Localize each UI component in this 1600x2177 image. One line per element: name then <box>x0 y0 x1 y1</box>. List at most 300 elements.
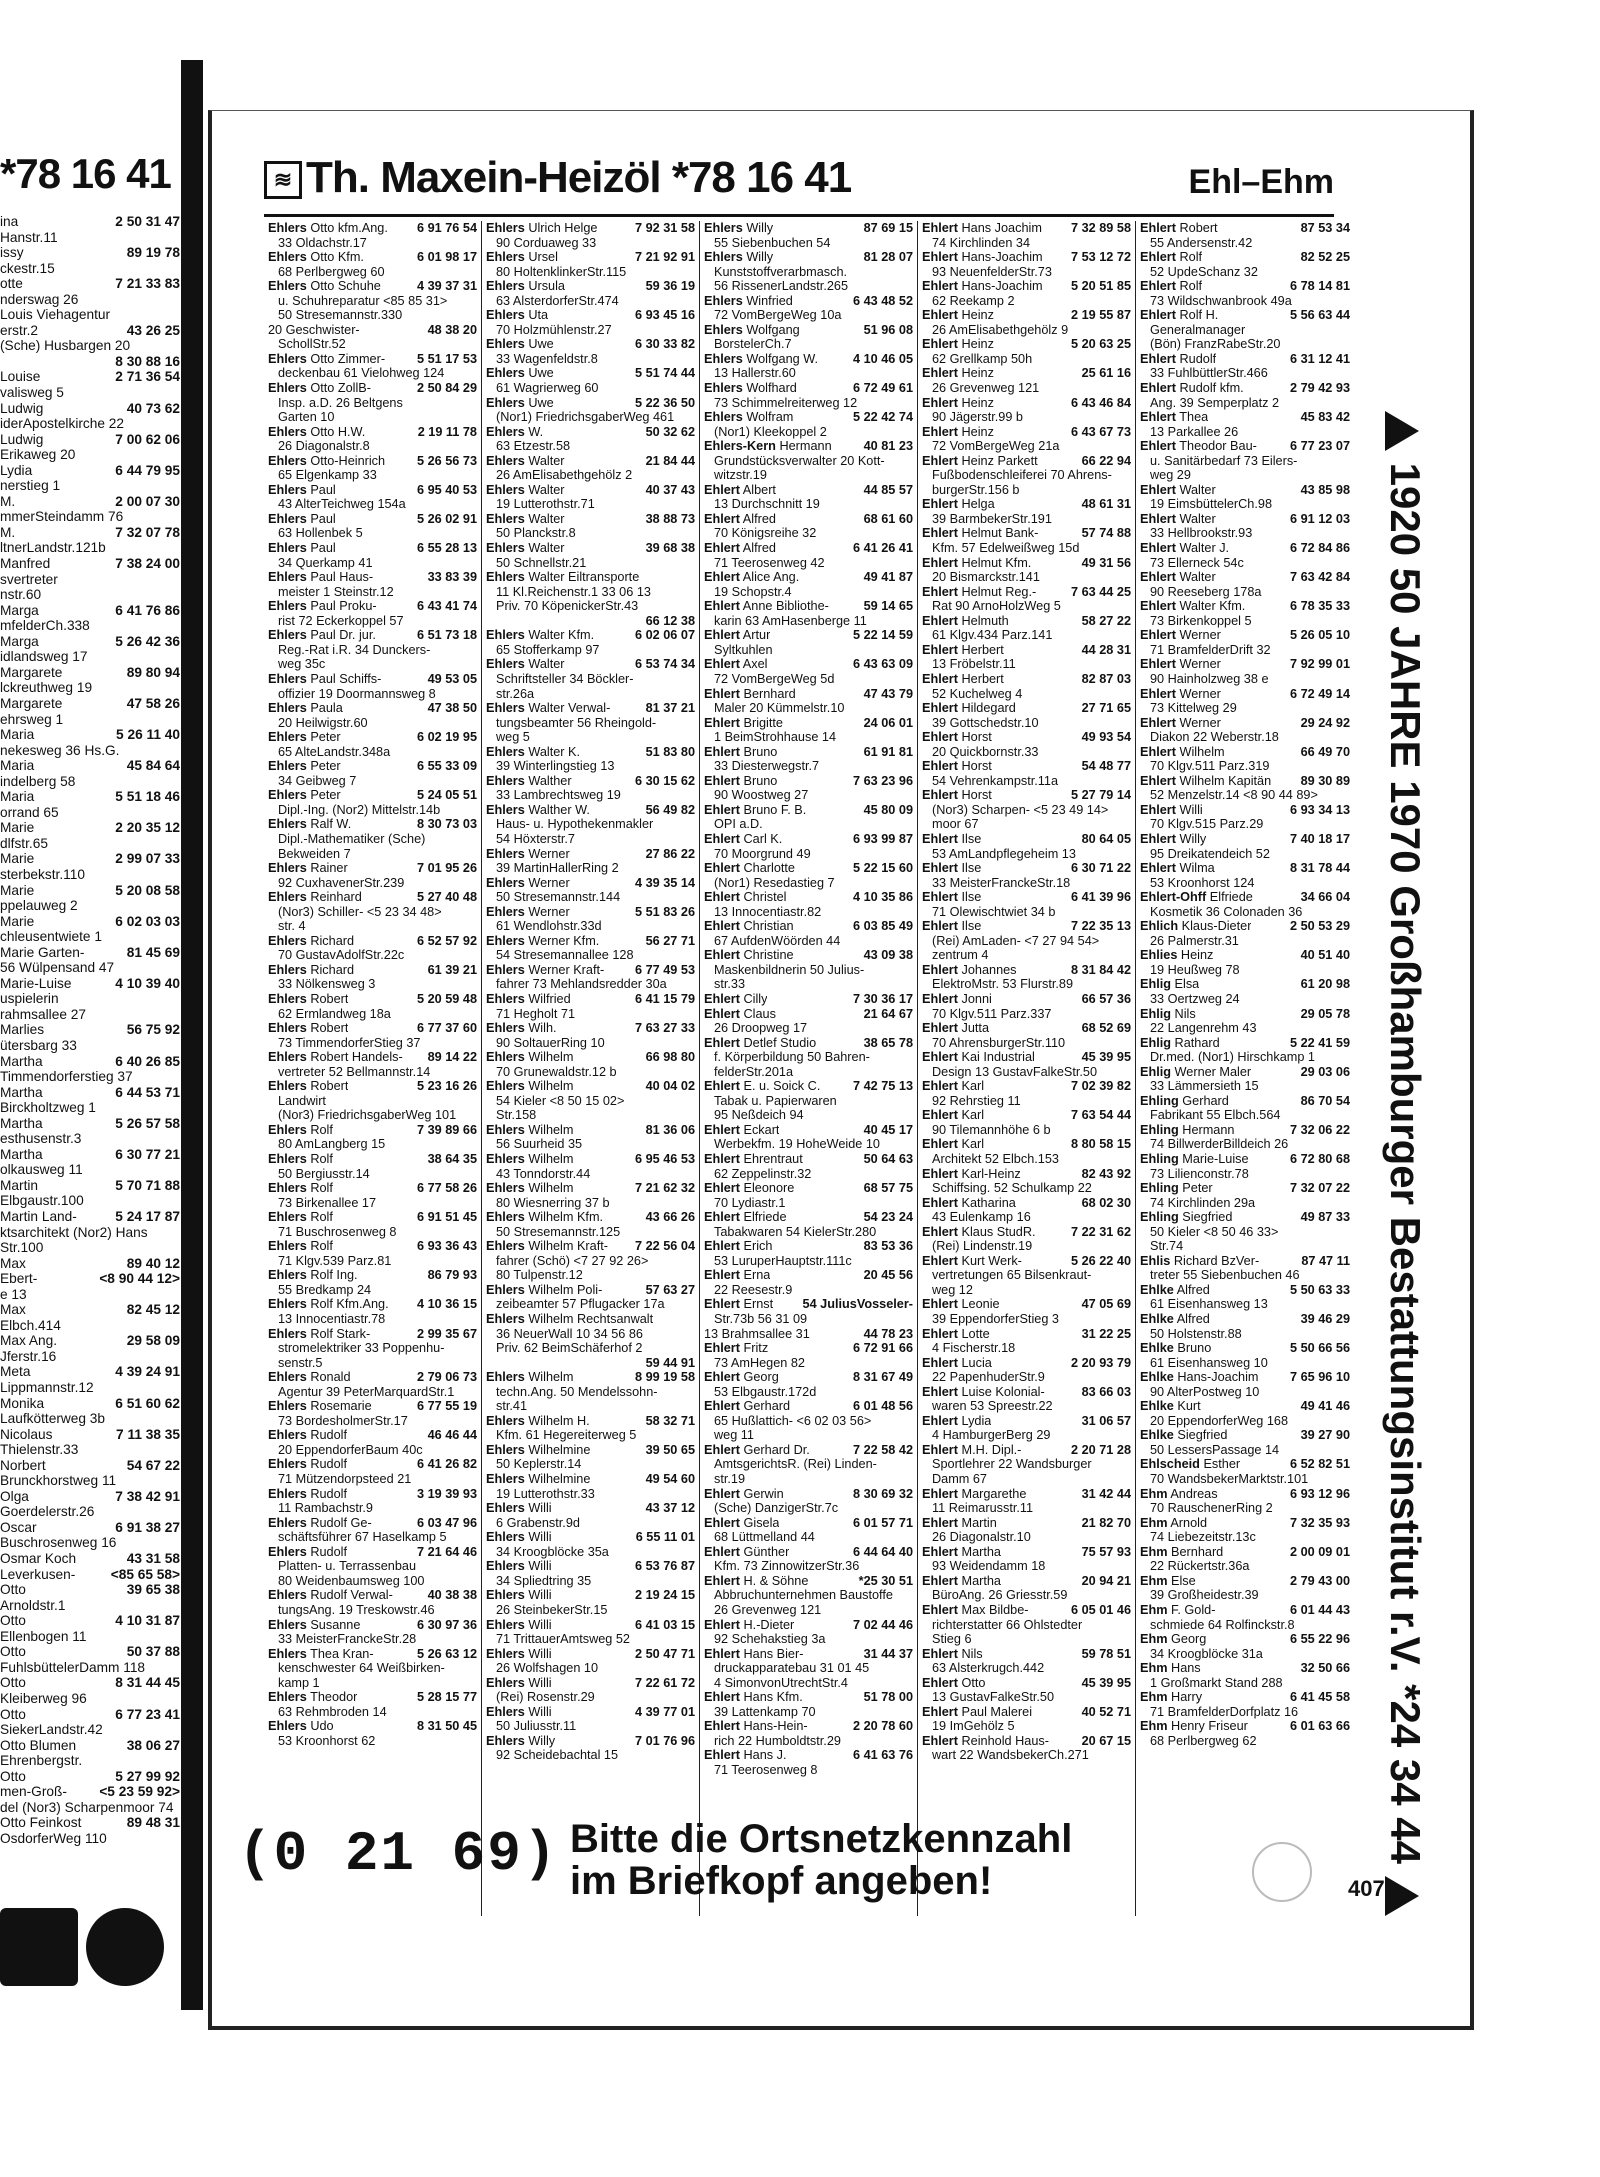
entry-name-detail: Rolf <box>310 1239 333 1254</box>
directory-entry <box>922 250 1131 279</box>
entry-name-detail: Alice Ang. <box>742 570 800 585</box>
entry-phone: 38 64 35 <box>427 1152 477 1166</box>
entry-name-detail: Rudolf kfm. <box>1179 381 1244 396</box>
directory-entry <box>268 672 477 701</box>
entry-name-detail: Eleonore <box>743 1181 795 1196</box>
entry-surname: Ehlers <box>268 1021 307 1036</box>
previous-page-row-name: Norbert <box>0 1457 46 1473</box>
entry-surname: Ehlers <box>486 628 525 643</box>
entry-address: 50 Holstenstr.88 <box>1150 1326 1242 1341</box>
entry-address: Bekweiden 7 <box>278 846 351 861</box>
entry-surname: Ehlert <box>922 395 958 410</box>
entry-surname: Ehlert <box>1140 279 1176 294</box>
previous-page-row <box>0 401 180 417</box>
entry-surname: Ehlers <box>486 250 525 265</box>
entry-address: 33 FuhlbüttlerStr.466 <box>1150 366 1268 381</box>
book-binding <box>181 60 203 2010</box>
entry-address: 39 BarmbekerStr.191 <box>932 511 1052 526</box>
entry-phone: 20 45 56 <box>863 1268 913 1283</box>
directory-entry <box>704 1719 913 1748</box>
entry-name-detail: Wolfgang <box>746 322 800 337</box>
entry-surname: Ehlers <box>486 482 525 497</box>
entry-address: 92 Rehrstieg 11 <box>932 1093 1021 1108</box>
directory-entry <box>1140 410 1350 439</box>
entry-address: 33 Nölkensweg 3 <box>278 977 376 992</box>
entry-address: 70 AhrensburgerStr.110 <box>932 1035 1066 1050</box>
directory-entry <box>704 352 913 381</box>
entry-name-detail: Robert <box>310 991 349 1006</box>
entry-name-detail: Willi <box>528 1501 552 1516</box>
directory-entry <box>268 1327 477 1371</box>
entry-address: 65 Elgenkamp 33 <box>278 468 377 483</box>
directory-entry <box>922 221 1131 250</box>
entry-phone: 6 30 33 82 <box>635 337 695 352</box>
entry-address: 80 Weidenbaumsweg 100 <box>278 1573 425 1588</box>
entry-address: Haus- u. Hypothekenmakler <box>496 817 654 832</box>
previous-page-row-name: Max Ang. <box>0 1333 58 1349</box>
entry-name-detail: Nils <box>1174 1006 1196 1021</box>
previous-page-row <box>0 1333 180 1349</box>
entry-name-detail: Siegfried <box>1182 1210 1233 1225</box>
previous-page-row-phone: 7 38 42 91 <box>115 1488 180 1504</box>
entry-phone: 40 52 71 <box>1081 1704 1131 1719</box>
previous-page-row <box>0 385 180 401</box>
previous-page-row <box>0 1007 180 1023</box>
directory-entry <box>922 454 1131 498</box>
entry-name-detail: Herbert <box>961 642 1004 657</box>
entry-surname: Ehlert <box>704 831 740 846</box>
entry-phone: 31 42 44 <box>1081 1486 1131 1501</box>
entry-name-detail: Hermann <box>1182 1122 1235 1137</box>
directory-entry <box>268 352 477 381</box>
entry-name-detail: Hermann <box>779 439 832 454</box>
previous-page-row <box>0 1271 180 1287</box>
previous-page-row-name: iderApostelkirche 22 <box>0 416 125 432</box>
directory-entry <box>1140 1690 1350 1719</box>
entry-name-detail: Willi <box>528 1588 552 1603</box>
entry-phone: 4 10 46 05 <box>853 351 913 366</box>
entry-phone: 68 57 75 <box>863 1181 913 1196</box>
entry-phone: 33 83 39 <box>427 570 477 585</box>
directory-entry <box>704 599 913 628</box>
entry-phone: 45 83 42 <box>1300 410 1350 425</box>
previous-page-row-name: M. <box>0 493 16 509</box>
entry-address: 50 Stresemannstr.144 <box>496 890 621 905</box>
entry-address: tungsbeamter 56 Rheingold- <box>496 715 657 730</box>
directory-entry <box>1140 1007 1350 1036</box>
directory-entry <box>1140 1661 1350 1690</box>
previous-page-row-name: Maria <box>0 727 35 743</box>
entry-surname: Ehlers <box>486 1501 525 1516</box>
previous-page-row-name: Elbch.414 <box>0 1317 61 1333</box>
entry-address: 33 Lambrechtsweg 19 <box>496 788 621 803</box>
entry-name-detail: Artur <box>742 628 771 643</box>
entry-address: Tabakwaren 54 KielerStr.280 <box>714 1224 877 1239</box>
directory-entry <box>922 337 1131 366</box>
directory-entry <box>922 992 1131 1021</box>
directory-entry <box>922 1050 1131 1079</box>
entry-address: 70 Lydiastr.1 <box>714 1195 786 1210</box>
previous-page-row <box>0 587 180 603</box>
entry-address: 50 Stresemannstr.330 <box>278 308 403 323</box>
entry-surname: Ehlert <box>922 1021 958 1036</box>
directory-entry <box>704 1239 913 1268</box>
entry-address: treter 55 Siebenbuchen 46 <box>1150 1268 1300 1283</box>
entry-name-detail: Paul Proku- <box>310 599 377 614</box>
page-advert-title: Th. Maxein-Heizöl *78 16 41 <box>306 153 852 202</box>
directory-entry <box>922 890 1131 919</box>
entry-name-detail: Wolfgang W. <box>746 351 819 366</box>
entry-phone: 7 63 42 84 <box>1290 570 1350 585</box>
entry-address: senstr.5 <box>278 1355 323 1370</box>
entry-address: 33 Lämmersieth 15 <box>1150 1079 1259 1094</box>
entry-phone: 40 38 38 <box>427 1588 477 1603</box>
entry-surname: Ehlert <box>704 1122 740 1137</box>
entry-surname: Ehlers <box>268 701 307 716</box>
directory-entry <box>704 250 913 294</box>
entry-address: AmtsgerichtsR. (Rei) Linden- <box>714 1457 877 1472</box>
entry-address: 33 MeisterFranckeStr.28 <box>278 1632 417 1647</box>
entry-address: 62 Grellkamp 50h <box>932 351 1033 366</box>
entry-surname: Ehlert <box>922 1297 958 1312</box>
entry-address: 52 Kuchelweg 4 <box>932 686 1023 701</box>
previous-page-row-name: Marie-Luise <box>0 975 72 991</box>
entry-phone: 57 74 88 <box>1081 526 1131 541</box>
previous-page-row <box>0 712 180 728</box>
previous-page-row-name: valisweg 5 <box>0 385 64 401</box>
previous-page-row-phone: 38 06 27 <box>126 1737 180 1753</box>
entry-phone: 2 79 43 00 <box>1290 1573 1350 1588</box>
entry-address: Fabrikant 55 Elbch.564 <box>1150 1108 1281 1123</box>
directory-entry <box>704 294 913 323</box>
entry-phone: 7 01 76 96 <box>635 1733 695 1748</box>
entry-phone: 39 46 29 <box>1300 1312 1350 1327</box>
directory-entry <box>1140 774 1350 803</box>
directory-entry <box>268 1457 477 1486</box>
previous-page-row-name: (Sche) Husbargen 20 <box>0 338 131 354</box>
directory-entry <box>486 628 695 657</box>
directory-entry <box>704 861 913 890</box>
entry-phone: 47 05 69 <box>1081 1297 1131 1312</box>
directory-entry <box>486 963 695 992</box>
entry-phone: 7 63 54 44 <box>1071 1108 1131 1123</box>
previous-page-row <box>0 323 180 339</box>
entry-phone: 7 22 31 62 <box>1071 1224 1131 1239</box>
entry-address: Schriftsteller 34 Böckler- <box>496 671 634 686</box>
entry-surname: Ehlich <box>1140 919 1179 934</box>
previous-page-row <box>0 1800 180 1816</box>
entry-name-detail: Kurt <box>1177 1399 1201 1414</box>
entry-phone: 2 79 06 73 <box>417 1370 477 1385</box>
entry-surname: Ehlers <box>486 744 525 759</box>
entry-address: Str.158 <box>496 1108 537 1123</box>
entry-phone: 5 27 79 14 <box>1071 788 1131 803</box>
entry-phone: 56 49 82 <box>645 802 695 817</box>
entry-name-detail: Susanne <box>310 1617 361 1632</box>
entry-address: 36 NeuerWall 10 34 56 86 <box>496 1326 643 1341</box>
previous-page-row-name: ppelauweg 2 <box>0 898 78 914</box>
directory-entry <box>1140 1065 1350 1094</box>
entry-address: 50 Keplerstr.14 <box>496 1457 582 1472</box>
entry-address: Kunststoffverarbmasch. <box>714 264 848 279</box>
previous-page-row <box>0 338 180 354</box>
entry-surname: Ehlert <box>922 1079 958 1094</box>
entry-surname: Ehlert <box>922 991 958 1006</box>
directory-entry <box>922 963 1131 992</box>
entry-phone: 6 43 48 52 <box>853 293 913 308</box>
entry-surname: Ehlers <box>268 1326 307 1341</box>
directory-entry <box>268 1690 477 1719</box>
entry-name-detail: Heinz <box>961 308 994 323</box>
entry-name-detail: Alfred <box>742 541 776 556</box>
previous-page-row-phone: 7 38 24 00 <box>115 556 180 572</box>
entry-phone: 6 02 19 95 <box>417 730 477 745</box>
entry-name-detail: Ulrich Helge <box>528 221 598 235</box>
entry-name-detail: Christel <box>743 890 787 905</box>
entry-name-detail: Wilhelm <box>528 1122 574 1137</box>
directory-entry <box>922 701 1131 730</box>
entry-surname: Ehlig <box>1140 1006 1172 1021</box>
previous-page-row-name: Elbgaustr.100 <box>0 1193 84 1209</box>
entry-address: witzstr.19 <box>714 468 767 483</box>
entry-address: Design 13 GustavFalkeStr.50 <box>932 1064 1098 1079</box>
entry-surname: Ehlert <box>1140 482 1176 497</box>
directory-entry <box>704 803 913 832</box>
previous-page-row-phone: 6 02 03 03 <box>115 913 180 929</box>
entry-phone: 49 41 46 <box>1300 1399 1350 1414</box>
previous-page-row-name: ktsarchitekt (Nor2) Hans <box>0 1224 148 1240</box>
directory-entry <box>704 1123 913 1152</box>
directory-entry <box>704 687 913 716</box>
entry-surname: Ehlert <box>704 482 740 497</box>
directory-entry <box>486 1705 695 1734</box>
previous-page-row <box>0 1504 180 1520</box>
entry-phone: 6 01 48 56 <box>853 1399 913 1414</box>
previous-page-row <box>0 960 180 976</box>
entry-phone: 6 55 11 01 <box>635 1530 695 1545</box>
entry-surname: Ehlers <box>486 1675 525 1690</box>
entry-address: 74 Kirchlinden 29a <box>1150 1195 1256 1210</box>
entry-name-detail: Werner <box>528 846 570 861</box>
entry-address: BorstelerCh.7 <box>714 337 792 352</box>
directory-entry <box>268 512 477 541</box>
entry-address: burgerStr.156 b <box>932 482 1020 497</box>
previous-page-row-name: idlandsweg 17 <box>0 649 88 665</box>
previous-page-row-name: Otto <box>0 1582 26 1598</box>
entry-surname: Ehlert <box>922 1675 958 1690</box>
entry-surname: Ehlers <box>704 293 743 308</box>
entry-name-detail: Ilse <box>961 890 982 905</box>
entry-phone: 7 21 62 32 <box>635 1181 695 1196</box>
directory-entry <box>1140 628 1350 657</box>
directory-entry <box>486 570 695 614</box>
entry-surname: Ehlert <box>704 1617 740 1632</box>
entry-surname: Ehlers <box>486 1282 525 1297</box>
entry-surname: Ehlies <box>1140 948 1178 963</box>
entry-address: 62 Ermlandweg 18a <box>278 1006 391 1021</box>
entry-address: 33 Diesterwegstr.7 <box>714 759 820 774</box>
entry-name-detail: Willi <box>528 1559 552 1574</box>
entry-address: 13 GustavFalkeStr.50 <box>932 1690 1055 1705</box>
directory-entry <box>922 1705 1131 1734</box>
entry-name-detail: Else <box>1171 1573 1196 1588</box>
previous-page-row-phone: 5 26 11 40 <box>116 727 180 743</box>
directory-entry <box>486 1123 695 1152</box>
directory-entry <box>1140 308 1350 352</box>
directory-entry <box>486 1734 695 1763</box>
entry-surname: Ehlers <box>486 1704 525 1719</box>
entry-address: 90 Corduaweg 33 <box>496 235 597 250</box>
previous-page-row <box>0 1815 180 1831</box>
entry-surname: Ehlert <box>704 1442 740 1457</box>
directory-entry <box>268 1210 477 1239</box>
directory-entry <box>486 250 695 279</box>
entry-surname: Ehlert <box>922 1486 958 1501</box>
entry-surname: Ehlers <box>268 424 307 439</box>
entry-phone: 6 91 12 03 <box>1290 511 1350 526</box>
previous-page-row <box>0 1738 180 1754</box>
entry-address: 92 Schehakstieg 3a <box>714 1632 826 1647</box>
entry-phone: 2 50 47 71 <box>635 1646 695 1661</box>
entry-phone: 45 39 95 <box>1081 1675 1131 1690</box>
entry-phone: 49 53 05 <box>427 671 477 686</box>
entry-name-detail: Fritz <box>743 1341 769 1356</box>
entry-name-detail: Rolf Kfm.Ang. <box>310 1297 389 1312</box>
previous-page-row <box>0 1722 180 1738</box>
entry-phone: 6 41 45 58 <box>1290 1690 1350 1705</box>
entry-address: 63 Etzestr.58 <box>496 439 571 454</box>
previous-page-row <box>0 1660 180 1676</box>
directory-entry <box>922 861 1131 890</box>
entry-surname: Ehlert <box>922 1573 958 1588</box>
previous-page-row-name: Otto <box>0 1706 26 1722</box>
entry-address: 71 BramfelderDrift 32 <box>1150 642 1271 657</box>
directory-entry <box>486 657 695 701</box>
previous-page-row <box>0 1256 180 1272</box>
entry-phone: 2 99 35 67 <box>417 1326 477 1341</box>
entry-name-detail: Rosemarie <box>310 1399 372 1414</box>
entry-name-detail: Rudolf <box>310 1486 348 1501</box>
entry-address: Str.74 <box>1150 1239 1184 1254</box>
entry-phone: 40 45 17 <box>863 1122 913 1137</box>
entry-surname: Ehlert <box>922 1384 958 1399</box>
directory-entry <box>1140 1181 1350 1210</box>
previous-page-row <box>0 261 180 277</box>
previous-page-row <box>0 1116 180 1132</box>
entry-address: 26 AmElisabethgehölz 2 <box>496 468 633 483</box>
entry-address: rist 72 Eckerkoppel 57 <box>278 613 404 628</box>
entry-address: u. Schuhreparatur <85 85 31> <box>278 293 448 308</box>
directory-entry <box>704 221 913 250</box>
entry-address: 71 Mützendorpsteed 21 <box>278 1472 412 1487</box>
directory-entry <box>1140 919 1350 948</box>
previous-page-row-phone: 7 11 38 35 <box>116 1426 180 1442</box>
directory-entry <box>486 221 695 250</box>
previous-page-row <box>0 1100 180 1116</box>
entry-surname: Ehlert <box>1140 250 1176 265</box>
entry-phone: 21 64 67 <box>863 1006 913 1021</box>
entry-name-detail: Heinz <box>961 337 994 352</box>
directory-entry <box>704 628 913 657</box>
directory-entry <box>922 308 1131 337</box>
directory-entry <box>486 1210 695 1239</box>
entry-name-detail: Margarethe <box>961 1486 1027 1501</box>
previous-page-row-name: Maria <box>0 758 35 774</box>
entry-name-detail: Albert <box>742 482 776 497</box>
entry-address: 73 Birkenkoppel 5 <box>1150 613 1252 628</box>
previous-page-row-name: Martin Land- <box>0 1209 77 1224</box>
previous-page-row-name: issy <box>0 245 24 261</box>
entry-phone: 45 80 09 <box>863 802 913 817</box>
directory-entry <box>268 992 477 1021</box>
entry-name-detail: Willi <box>528 1617 552 1632</box>
previous-page-row <box>0 1302 180 1318</box>
entry-name-detail: Klaus-Dieter <box>1181 919 1252 934</box>
directory-entry <box>268 730 477 759</box>
directory-entry <box>922 1443 1131 1487</box>
directory-entry <box>1140 1341 1350 1370</box>
entry-address: 13 Fröbelstr.11 <box>932 657 1016 672</box>
entry-name-detail: Paul <box>310 482 336 497</box>
previous-page-row-name: Ludwig <box>0 431 44 447</box>
entry-phone: 59 78 51 <box>1081 1646 1131 1661</box>
entry-address: 95 Neßdeich 94 <box>714 1108 804 1123</box>
previous-page-row <box>0 680 180 696</box>
entry-address: 50 Juliusstr.11 <box>496 1719 577 1734</box>
entry-address: schmiede 64 Rolfinckstr.8 <box>1150 1617 1295 1632</box>
directory-entry <box>268 861 477 890</box>
entry-name-detail: Otto ZollB- <box>310 381 371 396</box>
entry-surname: Ehm <box>1140 1719 1168 1734</box>
entry-phone: 6 55 28 13 <box>417 541 477 556</box>
entry-name-detail: Wilhelm <box>528 1050 574 1065</box>
entry-address: Dr.med. (Nor1) Hirschkamp 1 <box>1150 1050 1315 1065</box>
entry-name-detail: Alfred <box>1176 1282 1210 1297</box>
directory-entry <box>1140 1487 1350 1516</box>
entry-address: Generalmanager <box>1150 322 1246 337</box>
previous-page-row <box>0 230 180 246</box>
entry-name-detail: Wilhelmine <box>528 1472 591 1487</box>
entry-surname: Ehlert <box>922 613 958 628</box>
directory-entry <box>704 1181 913 1210</box>
entry-phone: 2 20 93 79 <box>1071 1355 1131 1370</box>
entry-name-detail: Hans-Joachim <box>961 279 1043 294</box>
directory-entry <box>704 323 913 352</box>
previous-page-row-name: Max <box>0 1255 26 1271</box>
entry-name-detail: Hans <box>1171 1661 1201 1676</box>
entry-phone: 2 19 55 87 <box>1071 308 1131 323</box>
entry-address: 19 Heußweg 78 <box>1150 962 1240 977</box>
entry-address: techn.Ang. 50 Mendelssohn- <box>496 1384 658 1399</box>
previous-page-row <box>0 416 180 432</box>
entry-address: 92 CuxhavenerStr.239 <box>278 875 405 890</box>
entry-phone: 21 84 44 <box>645 453 695 468</box>
entry-address: 26 Wolfshagen 10 <box>496 1661 599 1676</box>
previous-page-row <box>0 820 180 836</box>
directory-entry <box>922 1356 1131 1385</box>
entry-phone: 68 61 60 <box>863 511 913 526</box>
entry-address: 73 Lilienconstr.78 <box>1150 1166 1249 1181</box>
entry-address: 70 Klgv.515 Parz.29 <box>1150 817 1264 832</box>
entry-phone: 66 57 36 <box>1081 991 1131 1006</box>
previous-page-row <box>0 292 180 308</box>
directory-entry <box>268 934 477 963</box>
entry-address: (Nor3) FriedrichsgaberWeg 101 <box>278 1108 457 1123</box>
entry-address: (Bön) FranzRabeStr.20 <box>1150 337 1281 352</box>
directory-entry <box>1140 599 1350 628</box>
directory-entry <box>268 1268 477 1297</box>
entry-surname: Ehlers <box>486 657 525 672</box>
